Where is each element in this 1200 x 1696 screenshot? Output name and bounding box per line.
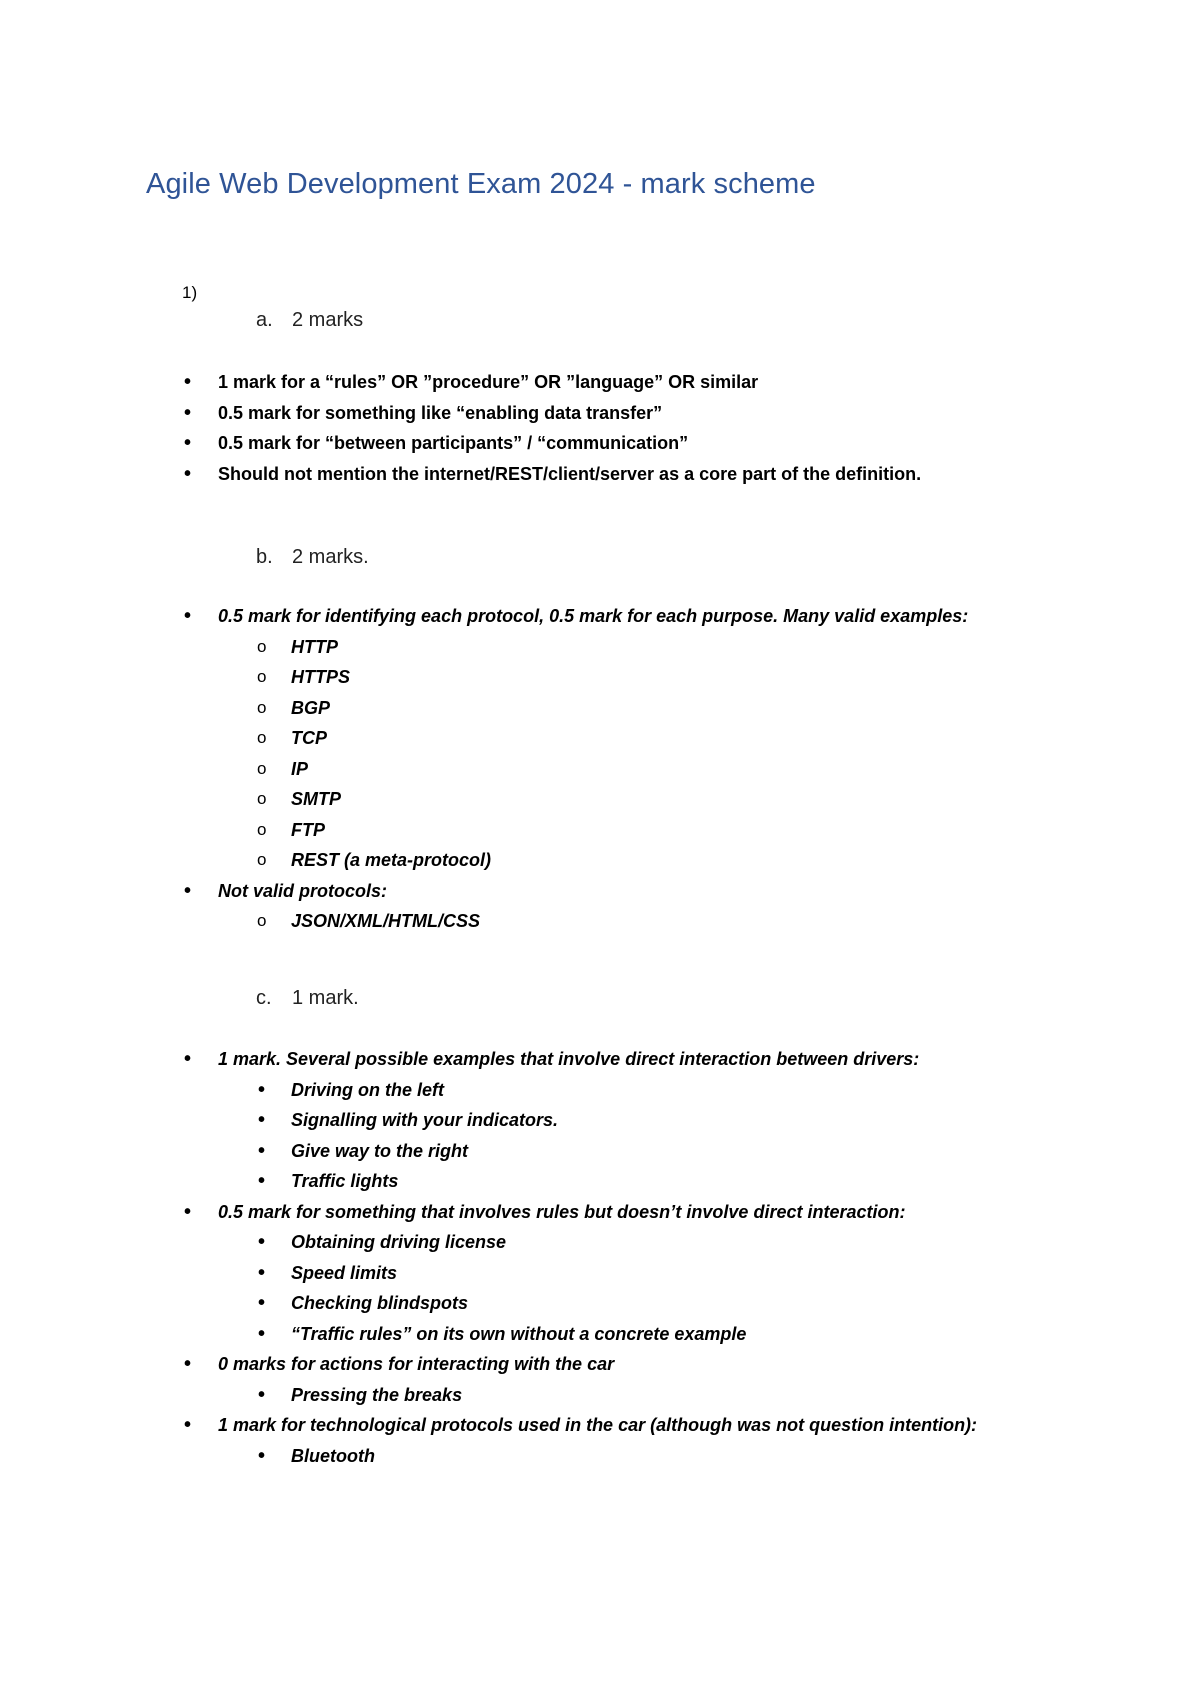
part-c-marks: 1 mark. [292,987,359,1009]
list-subitem: • Checking blindspots [0,1288,977,1319]
part-b-marks: 2 marks. [292,546,369,568]
part-b-heading [256,546,369,569]
list-subitem: • Signalling with your indicators. [0,1105,977,1136]
part-a-heading [256,309,363,332]
list-subitem: • Pressing the breaks [0,1380,977,1411]
list-subitem: o FTP [0,815,968,846]
list-subitem: o IP [0,754,968,785]
part-c-heading [256,987,359,1010]
list-subitem: o TCP [0,723,968,754]
list-subitem: o BGP [0,693,968,724]
document-title: Agile Web Development Exam 2024 - mark scheme [146,168,816,200]
list-item: • 0 marks for actions for interacting with the car [0,1349,977,1380]
part-a-bullets [0,367,921,489]
part-c-label: c. [256,987,272,1009]
list-item: • 1 mark for a “rules” OR ”procedure” OR ”language” OR similar [0,367,921,398]
list-subitem: o HTTPS [0,662,968,693]
question-number: 1) [182,283,198,302]
list-item: • 1 mark for technological protocols used in the car (although was not question intention): [0,1410,977,1441]
list-subitem: o JSON/XML/HTML/CSS [0,906,968,937]
list-item: • 0.5 mark for identifying each protocol, 0.5 mark for each purpose. Many valid examples: [0,601,968,632]
part-a-marks: 2 marks [292,309,364,331]
list-subitem: • “Traffic rules” on its own without a concrete example [0,1319,977,1350]
list-subitem: o HTTP [0,632,968,663]
list-item: • 1 mark. Several possible examples that involve direct interaction between drivers: [0,1044,977,1075]
list-subitem: o REST (a meta-protocol) [0,845,968,876]
part-b-bullets [0,601,968,937]
list-item: • 0.5 mark for “between participants” / “communication” [0,428,921,459]
list-item: • 0.5 mark for something like “enabling data transfer” [0,398,921,429]
list-subitem: • Obtaining driving license [0,1227,977,1258]
part-b-label: b. [256,546,273,568]
list-subitem: • Give way to the right [0,1136,977,1167]
list-subitem: • Speed limits [0,1258,977,1289]
part-a-label: a. [256,309,273,331]
list-subitem: o SMTP [0,784,968,815]
part-c-bullets [0,1044,977,1471]
list-subitem: • Traffic lights [0,1166,977,1197]
list-item: • Should not mention the internet/REST/client/server as a core part of the definition. [0,459,921,490]
list-item: • Not valid protocols: [0,876,968,907]
list-item: • 0.5 mark for something that involves rules but doesn’t involve direct interaction: [0,1197,977,1228]
list-subitem: • Driving on the left [0,1075,977,1106]
list-subitem: • Bluetooth [0,1441,977,1472]
